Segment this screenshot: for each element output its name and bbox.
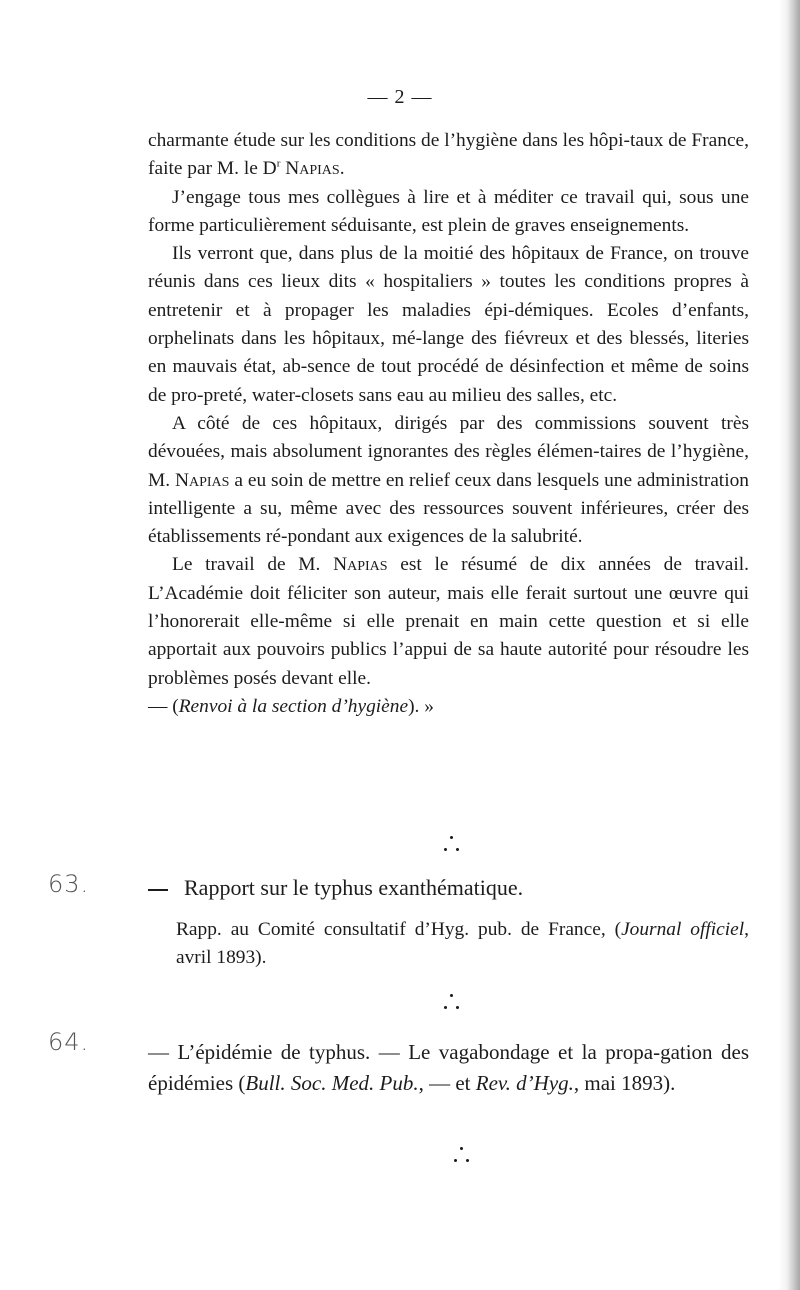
- dash-mark: [148, 889, 168, 891]
- paragraph-5: Le travail de M. Napias est le résumé de dix années de travail. L’Académie doit féliciter son auteur, mais elle ferait surtout une œuvre qui l’honorerait elle-même si elle prenait en main cette question et si elle apportait aux pouvoirs publics l’appui de sa haute autorité pour résoudre les problèmes posés devant elle.: [148, 554, 749, 689]
- author-name: Napias: [285, 158, 340, 180]
- page-edge-shadow: [778, 0, 800, 1290]
- report-body: [148, 127, 749, 721]
- author-name: Napias: [174, 469, 230, 491]
- author-name: Napias: [333, 554, 388, 576]
- handwritten-entry-number: 63.: [48, 870, 90, 898]
- asterism-divider: [442, 992, 462, 1020]
- paragraph-4: A côté de ces hôpitaux, dirigés par des commissions souvent très dévouées, mais absolument ignorantes des règles élémen-taires de l’hygiène, M. Napias a eu soin de mettre en relief ceux dans lesquels une administration intelligente a su, même avec des ressources souvent inférieures, créer des établissements ré-pondant aux exigences de la salubrité.: [148, 412, 749, 548]
- paragraph-6: — (Renvoi à la section d’hygiène). »: [148, 695, 434, 717]
- asterism-divider: [442, 834, 462, 862]
- paragraph-3: Ils verront que, dans plus de la moitié des hôpitaux de France, on trouve réunis dans ces lieux dits « hospitaliers » toutes les conditions propres à entretenir et à propager les maladies épi-démiques. Ecoles d’enfants, orphelinats dans les hôpitaux, mé-lange des fiévreux et des blessés, literies en mauvais état, ab-sence de tout procédé de désinfection et même de soins de pro-preté, water-closets sans eau au milieu des salles, etc.: [148, 243, 749, 406]
- entry-reference: Rapp. au Comité consultatif d’Hyg. pub. de France, (Journal officiel, avril 1893).: [176, 919, 750, 969]
- entry-text: — L’épidémie de typhus. — Le vagabondage et la propa-gation des épidémies (Bull. Soc. Med. Pub., — et Rev. d’Hyg., mai 1893).: [148, 1040, 749, 1095]
- paragraph-2: J’engage tous mes collègues à lire et à méditer ce travail qui, sous une forme particulièrement séduisante, est plein de graves enseignements.: [148, 186, 749, 236]
- page-number: — 2 —: [367, 86, 433, 108]
- asterism-divider: [452, 1145, 472, 1173]
- entry-title: Rapport sur le typhus exanthématique.: [148, 873, 523, 903]
- handwritten-entry-number: 64.: [48, 1028, 90, 1056]
- paragraph-1: charmante étude sur les conditions de l’hygiène dans les hôpi-taux de France, faite par M. le $D^r$ Napias.: [148, 130, 749, 180]
